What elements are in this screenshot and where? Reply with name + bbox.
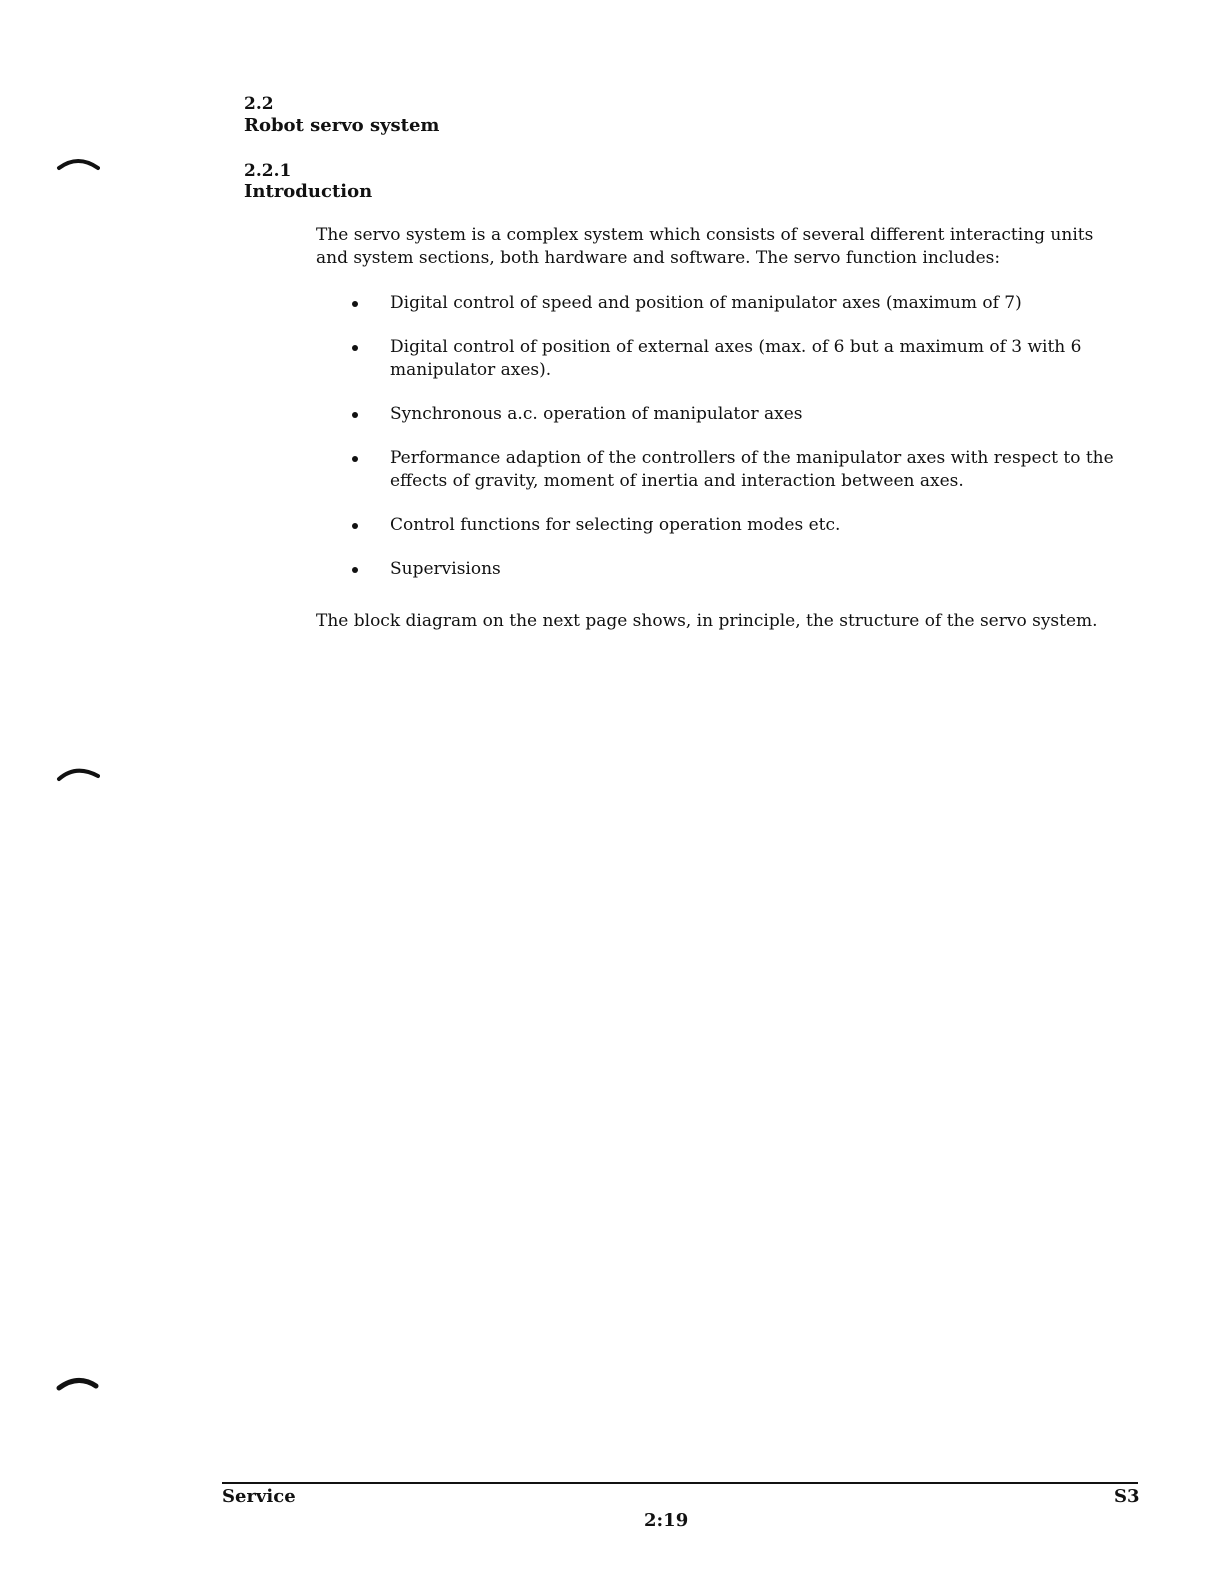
list-item-text: Supervisions bbox=[390, 559, 501, 579]
list-item-text: Control functions for selecting operation modes etc. bbox=[390, 515, 841, 535]
footer-manual-section: Service bbox=[222, 1486, 296, 1507]
list-item-text: Digital control of speed and position of manipulator axes (maximum of 7) bbox=[390, 293, 1022, 313]
punch-hole-mark-top bbox=[56, 154, 100, 172]
punch-hole-mark-middle bbox=[56, 764, 100, 782]
list-item-text: Digital control of position of external axes (max. of 6 but a maximum of 3 with 6 manipulator axes). bbox=[390, 337, 1082, 380]
bullet-icon bbox=[352, 567, 358, 573]
list-item-text: Performance adaption of the controllers of the manipulator axes with respect to the effects of gravity, moment of inertia and interaction between axes. bbox=[390, 448, 1114, 491]
bullet-icon bbox=[352, 412, 358, 418]
section-number: 2.2 bbox=[244, 94, 274, 114]
footer-divider bbox=[222, 1482, 1138, 1484]
list-item bbox=[352, 447, 1132, 493]
list-item bbox=[352, 336, 1132, 382]
bullet-icon bbox=[352, 523, 358, 529]
bullet-icon bbox=[352, 345, 358, 351]
page-number: 2:19 bbox=[644, 1510, 689, 1531]
subsection-number: 2.2.1 bbox=[244, 161, 292, 181]
closing-paragraph: The block diagram on the next page shows, in principle, the structure of the servo system. bbox=[316, 611, 1098, 631]
list-item-text: Synchronous a.c. operation of manipulator axes bbox=[390, 404, 803, 424]
footer-document-code: S3 bbox=[1114, 1486, 1140, 1507]
list-item bbox=[352, 514, 1132, 537]
subsection-title: Introduction bbox=[244, 181, 373, 202]
bullet-icon bbox=[352, 301, 358, 307]
intro-paragraph: The servo system is a complex system which consists of several different interacting units and system sections, both hardware and software. The servo function includes: bbox=[316, 225, 1094, 268]
list-item bbox=[352, 558, 1132, 581]
bullet-icon bbox=[352, 456, 358, 462]
list-item bbox=[352, 403, 1132, 426]
punch-hole-mark-bottom bbox=[56, 1374, 100, 1392]
list-item bbox=[352, 292, 1132, 315]
section-title: Robot servo system bbox=[244, 115, 440, 136]
servo-function-list bbox=[352, 292, 1132, 602]
